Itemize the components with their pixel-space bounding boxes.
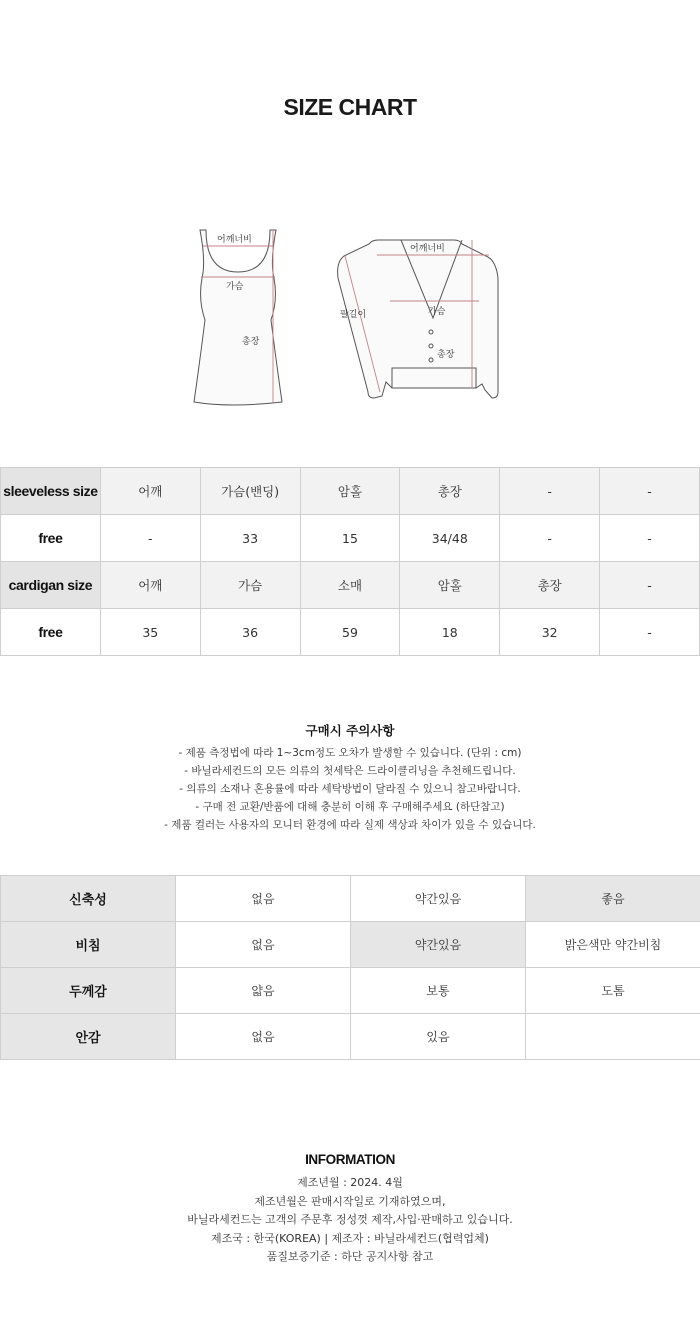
cardigan-sleeve-label: 팔길이 — [340, 310, 367, 320]
info-list — [0, 1174, 700, 1267]
notice-line: - 구매 전 교환/반품에 대해 충분히 이해 후 구매해주세요 (하단참고) — [195, 801, 505, 813]
fabric-feel-table — [0, 875, 700, 1060]
size-cell: - — [500, 468, 600, 515]
size-cell: 32 — [500, 609, 600, 656]
info-line: 제조국 : 한국(KOREA) | 제조자 : 바닐라세컨드(협력업체) — [211, 1231, 489, 1245]
cardigan-length-label: 총장 — [437, 350, 455, 360]
size-table — [0, 467, 700, 656]
page-title: SIZE CHART — [283, 94, 417, 120]
feel-option: 도톰 — [526, 968, 700, 1014]
sleeveless-dress-drawing — [194, 230, 282, 405]
notice-line: - 제품 측정법에 따라 1~3cm정도 오차가 발생할 수 있습니다. (단위 : cm) — [178, 747, 522, 759]
size-cell: 15 — [300, 515, 400, 562]
size-cell: - — [600, 468, 700, 515]
size-row-head: free — [1, 609, 101, 656]
size-cell: 가슴 — [200, 562, 300, 609]
dress-length-label: 총장 — [242, 337, 260, 347]
notice-line: - 제품 컬러는 사용자의 모니터 환경에 따라 실제 색상과 차이가 있을 수 있습니다. — [164, 819, 536, 831]
info-title: INFORMATION — [305, 1152, 395, 1167]
feel-label: 두께감 — [1, 968, 176, 1014]
size-cell: 34/48 — [400, 515, 500, 562]
size-cell: - — [100, 515, 200, 562]
feel-option: 없음 — [176, 922, 351, 968]
size-table-row — [1, 468, 700, 515]
size-row-head: sleeveless size — [1, 468, 101, 515]
feel-option — [526, 1014, 700, 1060]
info-line: 제조년월 : 2024. 4월 — [297, 1176, 403, 1189]
feel-option: 약간있음 — [351, 876, 526, 922]
size-cell: 어깨 — [100, 562, 200, 609]
notice-list — [0, 744, 700, 834]
feel-option: 보통 — [351, 968, 526, 1014]
notice-line: - 바닐라세컨드의 모든 의류의 첫세탁은 드라이클리닝을 추천해드립니다. — [184, 765, 516, 777]
garment-illustration — [180, 220, 520, 420]
cardigan-shoulder-label: 어깨너비 — [410, 244, 445, 254]
feel-option: 있음 — [351, 1014, 526, 1060]
size-cell: 소매 — [300, 562, 400, 609]
feel-option: 밝은색만 약간비침 — [526, 922, 700, 968]
size-cell: 어깨 — [100, 468, 200, 515]
feel-label: 안감 — [1, 1014, 176, 1060]
size-cell: - — [600, 562, 700, 609]
size-cell: 33 — [200, 515, 300, 562]
size-row-head: free — [1, 515, 101, 562]
info-line: 품질보증기준 : 하단 공지사항 참고 — [266, 1250, 434, 1263]
feel-label: 비침 — [1, 922, 176, 968]
size-cell: 암홀 — [400, 562, 500, 609]
feel-option: 없음 — [176, 876, 351, 922]
size-cell: - — [600, 609, 700, 656]
size-cell: 35 — [100, 609, 200, 656]
size-cell: 가슴(밴딩) — [200, 468, 300, 515]
size-cell: 암홀 — [300, 468, 400, 515]
notice-line: - 의류의 소재나 혼용률에 따라 세탁방법이 달라질 수 있으니 참고바랍니다. — [179, 783, 521, 795]
size-cell: 59 — [300, 609, 400, 656]
feel-row — [1, 1014, 700, 1060]
size-row-head: cardigan size — [1, 562, 101, 609]
size-cell: 36 — [200, 609, 300, 656]
size-table-row — [1, 515, 700, 562]
info-line: 제조년월은 판매시작일로 기재하였으며, — [254, 1194, 446, 1208]
feel-option: 얇음 — [176, 968, 351, 1014]
size-cell: 18 — [400, 609, 500, 656]
feel-option: 약간있음 — [351, 922, 526, 968]
feel-label: 신축성 — [1, 876, 176, 922]
size-table-row — [1, 562, 700, 609]
cardigan-chest-label: 가슴 — [428, 307, 446, 317]
dress-chest-label: 가슴 — [226, 282, 244, 292]
info-line: 바닐라세컨드는 고객의 주문후 정성껏 제작,사입·판매하고 있습니다. — [187, 1213, 513, 1226]
notice-title: 구매시 주의사항 — [305, 723, 395, 738]
size-cell: 총장 — [500, 562, 600, 609]
feel-row — [1, 968, 700, 1014]
dress-shoulder-label: 어깨너비 — [217, 235, 252, 245]
feel-row — [1, 922, 700, 968]
size-cell: - — [500, 515, 600, 562]
feel-option: 좋음 — [526, 876, 700, 922]
size-cell: - — [600, 515, 700, 562]
feel-row — [1, 876, 700, 922]
feel-option: 없음 — [176, 1014, 351, 1060]
size-cell: 총장 — [400, 468, 500, 515]
size-table-row — [1, 609, 700, 656]
